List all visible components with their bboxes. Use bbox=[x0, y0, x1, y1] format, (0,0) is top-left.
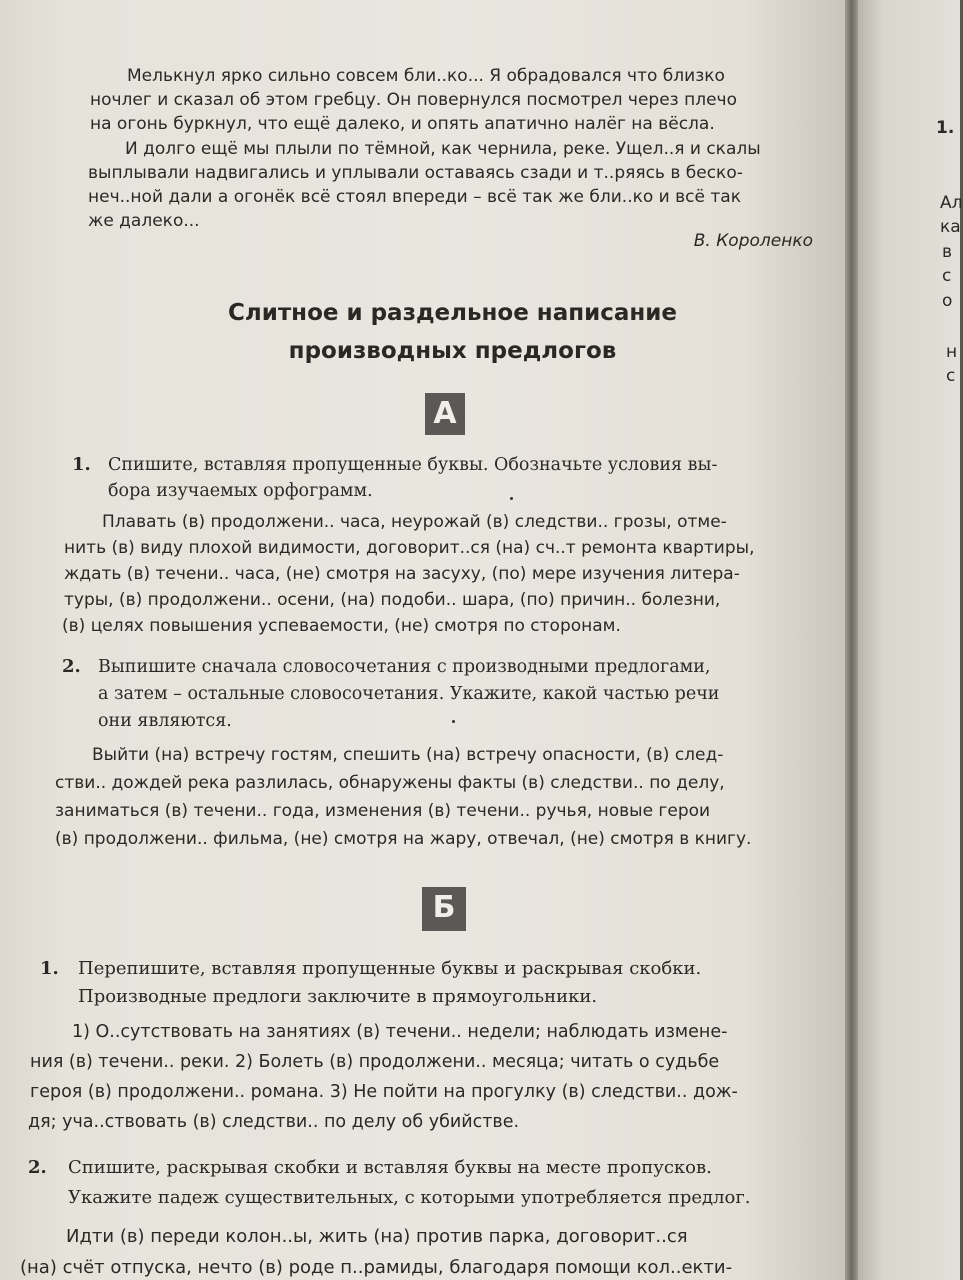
exercise-text-line: 1) О..сутствовать на занятиях (в) течени.. недели; наблюдать измене- bbox=[72, 1022, 728, 1042]
exercise-text-line: дя; уча..ствовать (в) следстви.. по делу об убийстве. bbox=[28, 1112, 520, 1132]
page-speck bbox=[452, 720, 455, 723]
right-page-fragment: 1. bbox=[936, 118, 955, 138]
exercise-text-line: героя (в) продолжени.. романа. 3) Не пойти на прогулку (в) следстви.. дож- bbox=[30, 1082, 738, 1102]
right-page bbox=[858, 0, 963, 1280]
task-instruction: Перепишите, вставляя пропущенные буквы и раскрывая скобки. bbox=[78, 958, 702, 979]
task-number: 2. bbox=[62, 656, 81, 677]
exercise-text-line: Идти (в) переди колон..ы, жить (на) против парка, договорит..ся bbox=[66, 1226, 688, 1247]
quote-line: неч..ной дали а огонёк всё стоял впереди – всё так же бли..ко и всё так bbox=[88, 187, 741, 207]
section-title: Слитное и раздельное написание bbox=[228, 300, 677, 326]
task-instruction: бора изучаемых орфограмм. bbox=[108, 481, 373, 501]
book-gutter bbox=[845, 0, 858, 1280]
task-instruction: Спишите, раскрывая скобки и вставляя буквы на месте пропусков. bbox=[68, 1157, 712, 1178]
right-page-fragment: с bbox=[946, 366, 956, 386]
page-speck bbox=[510, 497, 513, 500]
right-page-fragment: с bbox=[942, 266, 952, 286]
right-page-fragment: в bbox=[942, 242, 953, 262]
exercise-text-line: ния (в) течени.. реки. 2) Болеть (в) продолжени.. месяца; читать о судьбе bbox=[30, 1052, 720, 1072]
quote-line: выплывали надвигались и уплывали оставаясь сзади и т..ряясь в беско- bbox=[88, 163, 743, 183]
right-page-fragment: ка bbox=[940, 217, 961, 237]
task-instruction: Выпишите сначала словосочетания с производными предлогами, bbox=[98, 657, 711, 677]
task-instruction: а затем – остальные словосочетания. Укажите, какой частью речи bbox=[98, 684, 720, 704]
exercise-text-line: Плавать (в) продолжени.. часа, неурожай (в) следстви.. грозы, отме- bbox=[102, 512, 727, 532]
quote-line: Мелькнул ярко сильно совсем бли..ко... Я обрадовался что близко bbox=[127, 66, 725, 86]
task-instruction: Производные предлоги заключите в прямоугольники. bbox=[78, 986, 598, 1007]
exercise-text-line: стви.. дождей река разлилась, обнаружены факты (в) следстви.. по делу, bbox=[55, 773, 725, 793]
task-number: 1. bbox=[72, 454, 91, 475]
exercise-text-line: Выйти (на) встречу гостям, спешить (на) встречу опасности, (в) след- bbox=[92, 745, 724, 765]
task-instruction: они являются. bbox=[98, 711, 232, 731]
section-subtitle: производных предлогов bbox=[288, 338, 617, 364]
task-instruction: Укажите падеж существительных, с которыми употребляется предлог. bbox=[68, 1187, 751, 1208]
exercise-text-line: нить (в) виду плохой видимости, договорит..ся (на) сч..т ремонта квартиры, bbox=[64, 538, 755, 558]
exercise-text-line: (в) целях повышения успеваемости, (не) смотря по сторонам. bbox=[62, 616, 621, 636]
exercise-text-line: туры, (в) продолжени.. осени, (на) подоби.. шара, (по) причин.. болезни, bbox=[64, 590, 721, 610]
right-page-fragment: н bbox=[946, 342, 958, 362]
right-page-fragment: Ал bbox=[940, 193, 963, 213]
part-a-badge: А bbox=[425, 393, 465, 435]
task-instruction: Спишите, вставляя пропущенные буквы. Обозначьте условия вы- bbox=[108, 455, 718, 475]
part-b-badge: Б bbox=[422, 887, 466, 931]
right-page-fragment: о bbox=[942, 291, 953, 311]
quote-line: И долго ещё мы плыли по тёмной, как чернила, реке. Ущел..я и скалы bbox=[125, 139, 761, 159]
task-number: 1. bbox=[40, 958, 59, 979]
quote-line: ночлег и сказал об этом гребцу. Он повернулся посмотрел через плечо bbox=[90, 90, 737, 110]
quote-line: же далеко... bbox=[88, 211, 200, 231]
exercise-text-line: (в) продолжени.. фильма, (не) смотря на жару, отвечал, (не) смотря в книгу. bbox=[55, 829, 752, 849]
exercise-text-line: (на) счёт отпуска, нечто (в) роде п..рамиды, благодаря помощи кол..екти- bbox=[20, 1257, 733, 1278]
exercise-text-line: заниматься (в) течени.. года, изменения (в) течени.. ручья, новые герои bbox=[55, 801, 711, 821]
quote-author: В. Короленко bbox=[693, 231, 813, 251]
quote-line: на огонь буркнул, что ещё далеко, и опять апатично налёг на вёсла. bbox=[90, 114, 715, 134]
task-number: 2. bbox=[28, 1157, 47, 1178]
exercise-text-line: ждать (в) течени.. часа, (не) смотря на засуху, (по) мере изучения литера- bbox=[64, 564, 740, 584]
